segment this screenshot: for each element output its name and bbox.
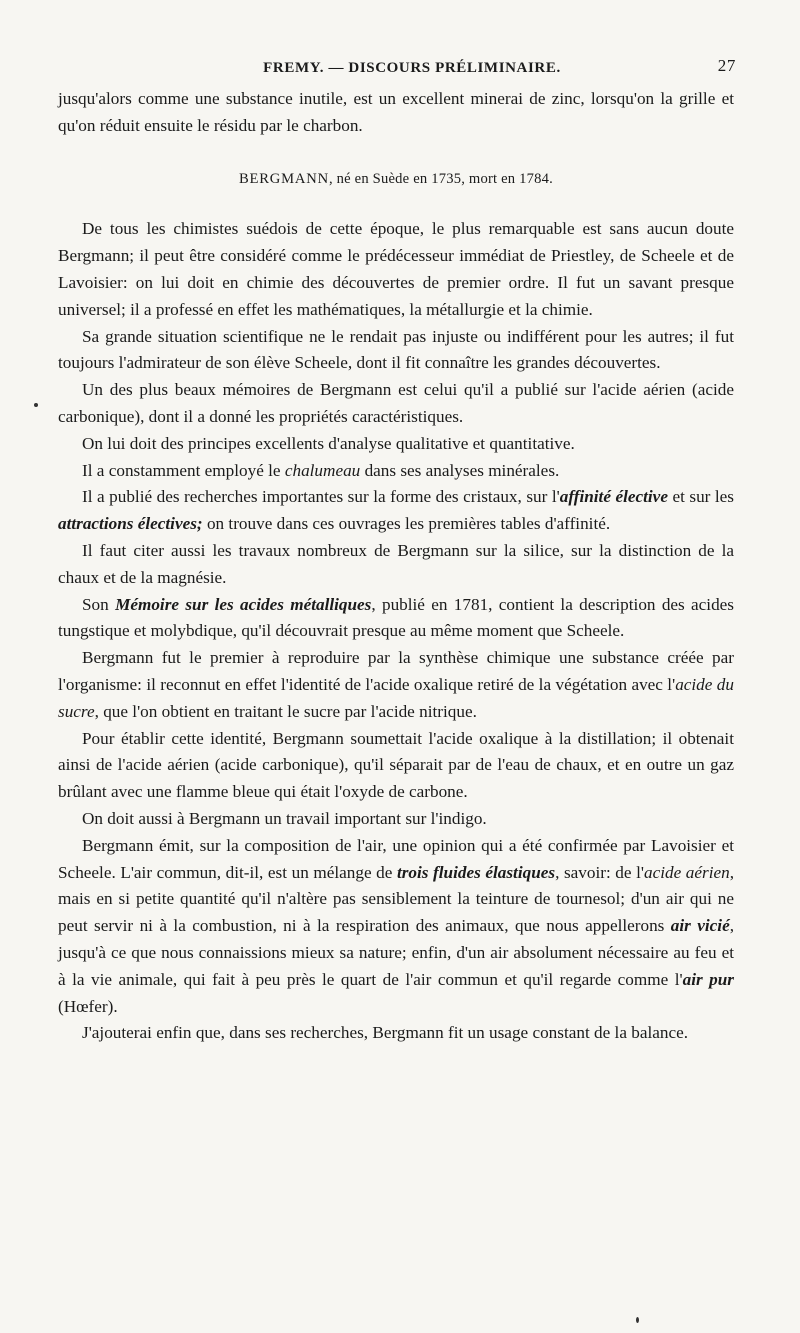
italic-term: air vicié <box>670 916 730 936</box>
paragraph: Il faut citer aussi les travaux nombreux de Bergmann sur la silice, sur la distinction de la chaux et de la magnésie. <box>58 540 734 587</box>
paragraph: Un des plus beaux mémoires de Bergmann est celui qu'il a publié sur l'acide aérien (acide carbonique), dont il a donné les propriétés caractéristiques. <box>58 380 734 426</box>
text: , publié en 1781, contient la description des acides tungstique et molybdique, qu'il découvrait presque au même moment que Scheele. <box>58 594 734 641</box>
paragraph <box>58 592 734 646</box>
paragraph: On doit aussi à Bergmann un travail important sur l'indigo. <box>82 808 487 828</box>
text: , mais en si petite quantité qu'il n'altère pas sensiblement la teinture de tournesol; d'un air qui ne peut servir ni à la combustion, ni à la respiration des animaux, que nous appellerons <box>58 862 734 936</box>
paragraph <box>58 458 734 485</box>
italic-term: trois fluides élastiques <box>396 862 556 882</box>
italic-title: Mémoire sur les acides métalliques <box>115 594 372 614</box>
text: on trouve dans ces ouvrages les premières tables d'affinité. <box>202 514 611 534</box>
paragraph <box>58 833 734 1021</box>
italic-term: attractions électives; <box>58 514 203 534</box>
running-title: FREMY. — DISCOURS PRÉLIMINAIRE. <box>263 60 561 76</box>
paragraph <box>58 645 734 725</box>
page-body <box>58 86 734 1047</box>
running-head <box>88 56 736 84</box>
text: (Hœfer). <box>58 996 118 1016</box>
text: Bergmann émit, sur la composition de l'air, une opinion qui a été confirmée par Lavoisier et Scheele. L'air commun, dit-il, est un mélange de <box>58 835 734 882</box>
text: et sur les <box>667 487 734 507</box>
stray-mark <box>636 1317 639 1323</box>
paragraph: De tous les chimistes suédois de cette époque, le plus remarquable est sans aucun doute Bergmann; il peut être considéré comme le prédécesseur immédiat de Priestley, de Scheele et de Lavoisier: on lui doit en chimie des découvertes de premier ordre. Il fut un savant presque universel; il a professé en effet les mathématiques, la métallurgie et la chimie. <box>58 219 734 319</box>
section-heading <box>58 166 734 193</box>
text: , savoir: de l' <box>555 862 644 882</box>
paragraph: J'ajouterai enfin que, dans ses recherches, Bergmann fit un usage constant de la balance. <box>82 1023 689 1043</box>
italic-term: acide aérien <box>643 862 730 882</box>
text: Il a constamment employé le <box>82 460 285 480</box>
page-number: 27 <box>717 56 736 75</box>
paragraph: On lui doit des principes excellents d'analyse qualitative et quantitative. <box>82 433 575 453</box>
stray-mark <box>34 403 38 407</box>
italic-term: acide du sucre <box>58 674 734 721</box>
text: , jusqu'à ce que nous connaissions mieux sa nature; enfin, d'un air absolument nécessaire au feu et à la vie animale, qui fait à peu près le quart de l'air commun et qu'il regarde comme l' <box>58 916 734 989</box>
text: Il a publié des recherches importantes sur la forme des cristaux, sur l' <box>82 487 560 507</box>
text: Son <box>82 594 116 614</box>
text: Bergmann fut le premier à reproduire par la synthèse chimique une substance créée par l'organisme: il reconnut en effet l'identité de l'acide oxalique retiré de la végétation avec l' <box>58 648 734 694</box>
italic-term: air pur <box>682 969 734 989</box>
italic-term: chalumeau <box>284 460 361 480</box>
text: , que l'on obtient en traitant le sucre par l'acide nitrique. <box>94 701 477 721</box>
paragraph-continuation: jusqu'alors comme une substance inutile, est un excellent minerai de zinc, lorsqu'on la grille et qu'on réduit ensuite le résidu par le charbon. <box>58 89 734 135</box>
paragraph: Pour établir cette identité, Bergmann soumettait l'acide oxalique à la distillation; il obtenait ainsi de l'acide aérien (acide carbonique), qu'il séparait par de l'eau de chaux, et en outre un gaz brûlant avec une flamme bleue qui était l'oxyde de carbone. <box>58 728 734 802</box>
paragraph: Sa grande situation scientifique ne le rendait pas injuste ou indifférent pour les autres; il fut toujours l'admirateur de son élève Scheele, dont il fit connaître les grandes découvertes. <box>58 326 734 373</box>
text: dans ses analyses minérales. <box>360 460 560 480</box>
paragraph <box>58 484 734 538</box>
section-dates: , né en Suède en 1735, mort en 1784. <box>328 170 553 187</box>
italic-term: affinité élective <box>559 487 668 507</box>
section-name: BERGMANN <box>239 170 329 187</box>
